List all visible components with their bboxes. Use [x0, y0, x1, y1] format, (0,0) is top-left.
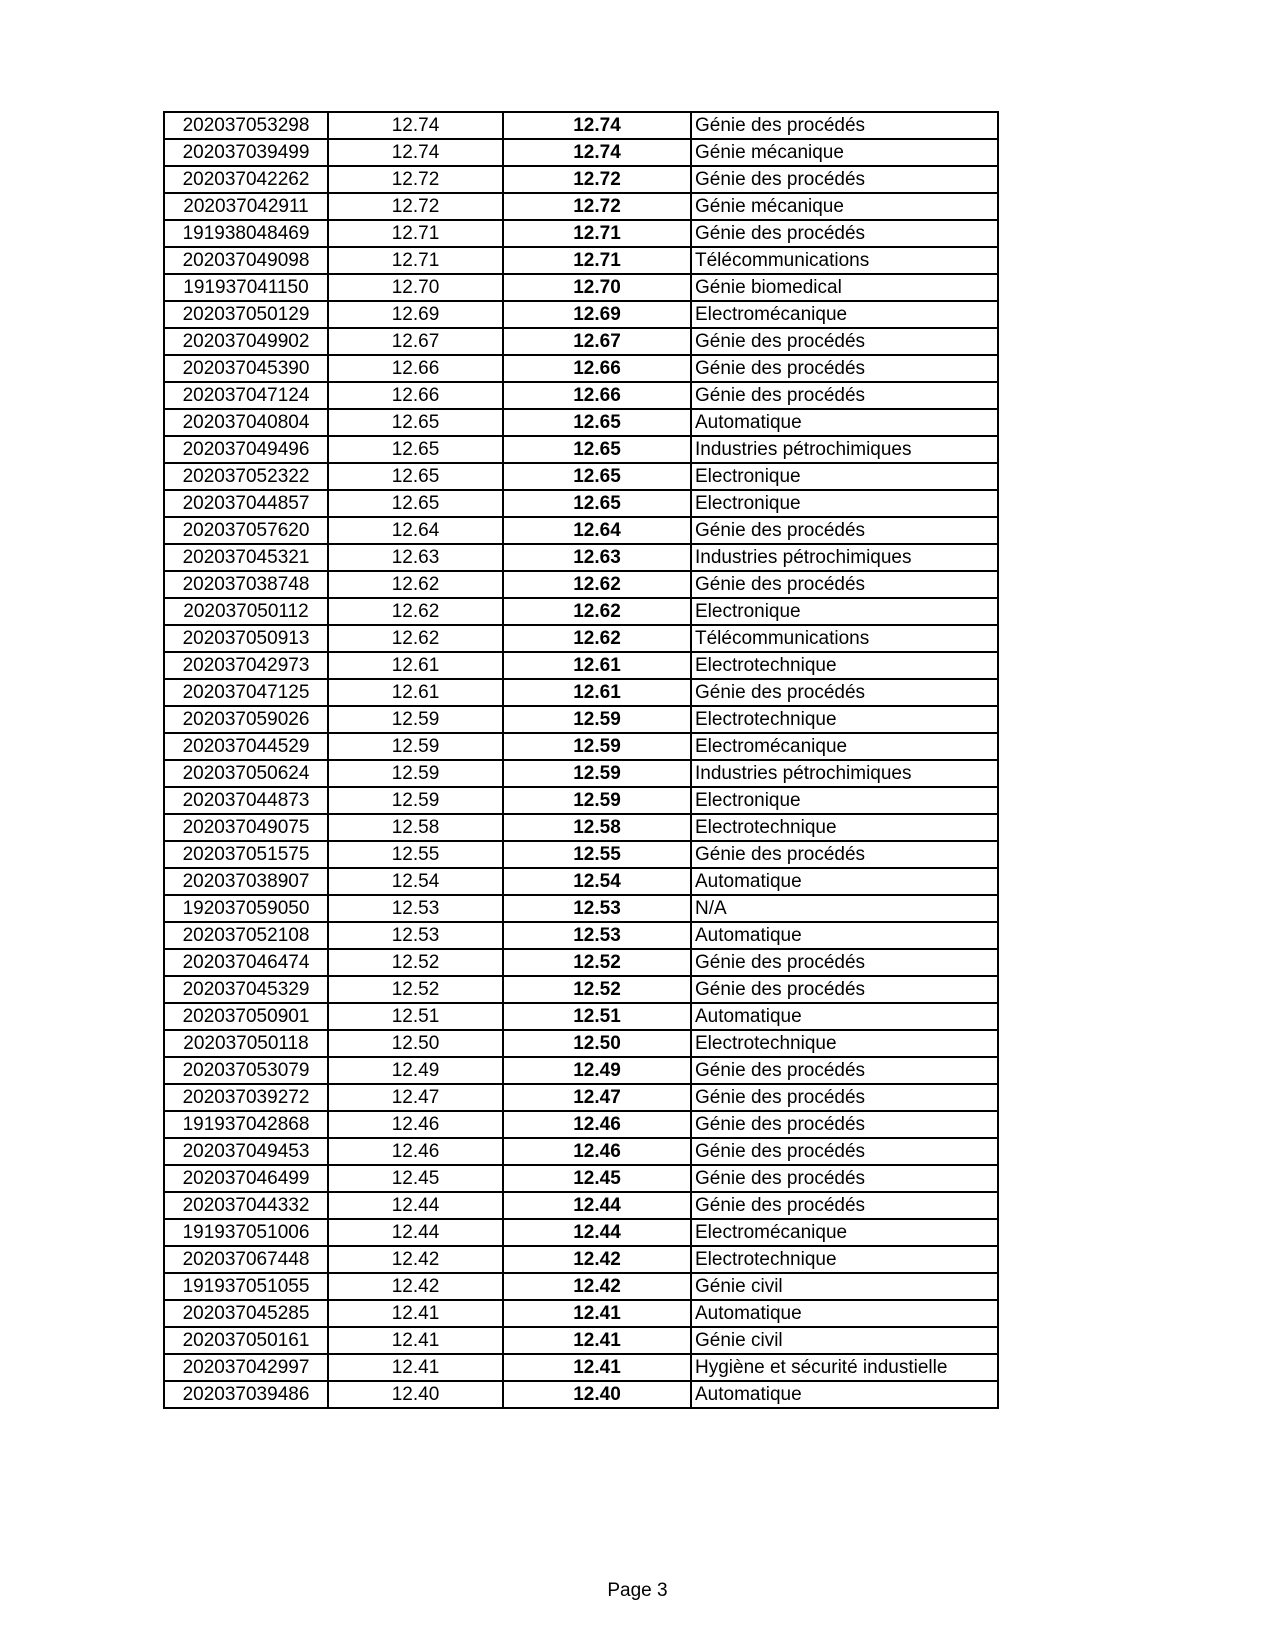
final-average-cell: 12.59 — [503, 787, 691, 814]
table-row — [164, 328, 998, 355]
student-id-cell: 191938048469 — [164, 220, 328, 247]
table-row — [164, 922, 998, 949]
average-cell: 12.64 — [328, 517, 503, 544]
student-id-cell: 202037049902 — [164, 328, 328, 355]
final-average-cell: 12.63 — [503, 544, 691, 571]
final-average-cell: 12.41 — [503, 1300, 691, 1327]
specialty-cell: Génie mécanique — [691, 139, 998, 166]
student-id-cell: 202037042911 — [164, 193, 328, 220]
student-id-cell: 191937051006 — [164, 1219, 328, 1246]
average-cell: 12.70 — [328, 274, 503, 301]
table-row — [164, 1030, 998, 1057]
table-row — [164, 1165, 998, 1192]
average-cell: 12.54 — [328, 868, 503, 895]
table-row — [164, 1003, 998, 1030]
average-cell: 12.41 — [328, 1327, 503, 1354]
specialty-cell: Génie des procédés — [691, 382, 998, 409]
average-cell: 12.55 — [328, 841, 503, 868]
average-cell: 12.53 — [328, 922, 503, 949]
final-average-cell: 12.52 — [503, 949, 691, 976]
student-id-cell: 202037052108 — [164, 922, 328, 949]
student-id-cell: 191937051055 — [164, 1273, 328, 1300]
final-average-cell: 12.62 — [503, 571, 691, 598]
table-row — [164, 1354, 998, 1381]
table-row — [164, 490, 998, 517]
average-cell: 12.63 — [328, 544, 503, 571]
specialty-cell: Génie des procédés — [691, 328, 998, 355]
average-cell: 12.65 — [328, 463, 503, 490]
average-cell: 12.74 — [328, 139, 503, 166]
average-cell: 12.74 — [328, 112, 503, 139]
table-row — [164, 787, 998, 814]
average-cell: 12.40 — [328, 1381, 503, 1408]
table-row — [164, 193, 998, 220]
average-cell: 12.66 — [328, 355, 503, 382]
table-row — [164, 841, 998, 868]
average-cell: 12.46 — [328, 1138, 503, 1165]
specialty-cell: Electronique — [691, 787, 998, 814]
specialty-cell: Industries pétrochimiques — [691, 436, 998, 463]
specialty-cell: Electrotechnique — [691, 1246, 998, 1273]
average-cell: 12.59 — [328, 706, 503, 733]
student-id-cell: 202037051575 — [164, 841, 328, 868]
page-number: Page 3 — [607, 1580, 668, 1601]
student-id-cell: 191937042868 — [164, 1111, 328, 1138]
table-row — [164, 1219, 998, 1246]
student-id-cell: 202037046474 — [164, 949, 328, 976]
average-cell: 12.69 — [328, 301, 503, 328]
table-row — [164, 976, 998, 1003]
final-average-cell: 12.52 — [503, 976, 691, 1003]
student-id-cell: 202037045285 — [164, 1300, 328, 1327]
specialty-cell: Génie des procédés — [691, 112, 998, 139]
specialty-cell: N/A — [691, 895, 998, 922]
average-cell: 12.41 — [328, 1354, 503, 1381]
specialty-cell: Electromécanique — [691, 733, 998, 760]
specialty-cell: Electromécanique — [691, 301, 998, 328]
final-average-cell: 12.46 — [503, 1138, 691, 1165]
final-average-cell: 12.61 — [503, 652, 691, 679]
table-row — [164, 409, 998, 436]
final-average-cell: 12.53 — [503, 922, 691, 949]
specialty-cell: Electrotechnique — [691, 814, 998, 841]
table-row — [164, 1300, 998, 1327]
specialty-cell: Génie des procédés — [691, 976, 998, 1003]
average-cell: 12.45 — [328, 1165, 503, 1192]
student-id-cell: 202037049098 — [164, 247, 328, 274]
student-id-cell: 202037038907 — [164, 868, 328, 895]
specialty-cell: Génie des procédés — [691, 571, 998, 598]
student-id-cell: 202037042262 — [164, 166, 328, 193]
table-row — [164, 1084, 998, 1111]
student-id-cell: 202037052322 — [164, 463, 328, 490]
average-cell: 12.62 — [328, 598, 503, 625]
final-average-cell: 12.69 — [503, 301, 691, 328]
student-id-cell: 202037045390 — [164, 355, 328, 382]
specialty-cell: Génie civil — [691, 1327, 998, 1354]
average-cell: 12.65 — [328, 436, 503, 463]
table-row — [164, 1273, 998, 1300]
specialty-cell: Industries pétrochimiques — [691, 760, 998, 787]
final-average-cell: 12.66 — [503, 355, 691, 382]
final-average-cell: 12.41 — [503, 1354, 691, 1381]
final-average-cell: 12.44 — [503, 1219, 691, 1246]
final-average-cell: 12.72 — [503, 193, 691, 220]
table-row — [164, 571, 998, 598]
average-cell: 12.59 — [328, 787, 503, 814]
table-row — [164, 355, 998, 382]
final-average-cell: 12.61 — [503, 679, 691, 706]
specialty-cell: Electronique — [691, 490, 998, 517]
table-row — [164, 679, 998, 706]
specialty-cell: Génie des procédés — [691, 679, 998, 706]
specialty-cell: Génie des procédés — [691, 166, 998, 193]
table-row — [164, 220, 998, 247]
specialty-cell: Génie des procédés — [691, 1138, 998, 1165]
final-average-cell: 12.65 — [503, 436, 691, 463]
specialty-cell: Génie des procédés — [691, 1192, 998, 1219]
specialty-cell: Génie des procédés — [691, 220, 998, 247]
specialty-cell: Electronique — [691, 463, 998, 490]
student-id-cell: 202037039499 — [164, 139, 328, 166]
final-average-cell: 12.50 — [503, 1030, 691, 1057]
specialty-cell: Electromécanique — [691, 1219, 998, 1246]
specialty-cell: Electrotechnique — [691, 652, 998, 679]
student-id-cell: 192037059050 — [164, 895, 328, 922]
specialty-cell: Electrotechnique — [691, 1030, 998, 1057]
table-row — [164, 1057, 998, 1084]
average-cell: 12.62 — [328, 571, 503, 598]
final-average-cell: 12.71 — [503, 247, 691, 274]
final-average-cell: 12.65 — [503, 490, 691, 517]
student-id-cell: 202037046499 — [164, 1165, 328, 1192]
specialty-cell: Génie des procédés — [691, 1111, 998, 1138]
average-cell: 12.44 — [328, 1192, 503, 1219]
average-cell: 12.52 — [328, 976, 503, 1003]
final-average-cell: 12.58 — [503, 814, 691, 841]
specialty-cell: Génie des procédés — [691, 841, 998, 868]
student-id-cell: 202037047125 — [164, 679, 328, 706]
specialty-cell: Electronique — [691, 598, 998, 625]
specialty-cell: Automatique — [691, 922, 998, 949]
specialty-cell: Génie des procédés — [691, 1165, 998, 1192]
average-cell: 12.52 — [328, 949, 503, 976]
final-average-cell: 12.65 — [503, 409, 691, 436]
student-id-cell: 202037039272 — [164, 1084, 328, 1111]
table-row — [164, 652, 998, 679]
average-cell: 12.51 — [328, 1003, 503, 1030]
final-average-cell: 12.47 — [503, 1084, 691, 1111]
average-cell: 12.42 — [328, 1273, 503, 1300]
table-row — [164, 868, 998, 895]
student-id-cell: 202037042997 — [164, 1354, 328, 1381]
average-cell: 12.59 — [328, 760, 503, 787]
table-row — [164, 733, 998, 760]
student-id-cell: 202037038748 — [164, 571, 328, 598]
student-id-cell: 202037050129 — [164, 301, 328, 328]
table-row — [164, 1138, 998, 1165]
specialty-cell: Génie des procédés — [691, 949, 998, 976]
final-average-cell: 12.59 — [503, 733, 691, 760]
average-cell: 12.71 — [328, 220, 503, 247]
ranking-table-body — [164, 112, 998, 1408]
student-id-cell: 202037039486 — [164, 1381, 328, 1408]
final-average-cell: 12.44 — [503, 1192, 691, 1219]
student-id-cell: 202037059026 — [164, 706, 328, 733]
final-average-cell: 12.71 — [503, 220, 691, 247]
table-row — [164, 814, 998, 841]
final-average-cell: 12.62 — [503, 625, 691, 652]
table-row — [164, 544, 998, 571]
final-average-cell: 12.74 — [503, 139, 691, 166]
table-row — [164, 274, 998, 301]
student-id-cell: 202037053298 — [164, 112, 328, 139]
final-average-cell: 12.62 — [503, 598, 691, 625]
specialty-cell: Electrotechnique — [691, 706, 998, 733]
final-average-cell: 12.59 — [503, 760, 691, 787]
specialty-cell: Hygiène et sécurité industielle — [691, 1354, 998, 1381]
specialty-cell: Télécommunications — [691, 247, 998, 274]
specialty-cell: Automatique — [691, 1003, 998, 1030]
average-cell: 12.72 — [328, 193, 503, 220]
final-average-cell: 12.49 — [503, 1057, 691, 1084]
ranking-table — [163, 111, 999, 1409]
average-cell: 12.61 — [328, 652, 503, 679]
student-id-cell: 202037049496 — [164, 436, 328, 463]
table-row — [164, 895, 998, 922]
average-cell: 12.66 — [328, 382, 503, 409]
student-id-cell: 202037050624 — [164, 760, 328, 787]
final-average-cell: 12.42 — [503, 1273, 691, 1300]
student-id-cell: 202037044873 — [164, 787, 328, 814]
specialty-cell: Génie des procédés — [691, 1084, 998, 1111]
specialty-cell: Génie civil — [691, 1273, 998, 1300]
table-row — [164, 463, 998, 490]
table-row — [164, 706, 998, 733]
student-id-cell: 202037050112 — [164, 598, 328, 625]
table-row — [164, 1246, 998, 1273]
final-average-cell: 12.46 — [503, 1111, 691, 1138]
specialty-cell: Télécommunications — [691, 625, 998, 652]
student-id-cell: 202037057620 — [164, 517, 328, 544]
student-id-cell: 202037049453 — [164, 1138, 328, 1165]
average-cell: 12.50 — [328, 1030, 503, 1057]
student-id-cell: 202037044332 — [164, 1192, 328, 1219]
final-average-cell: 12.51 — [503, 1003, 691, 1030]
student-id-cell: 202037042973 — [164, 652, 328, 679]
final-average-cell: 12.54 — [503, 868, 691, 895]
average-cell: 12.67 — [328, 328, 503, 355]
final-average-cell: 12.42 — [503, 1246, 691, 1273]
final-average-cell: 12.45 — [503, 1165, 691, 1192]
specialty-cell: Génie des procédés — [691, 355, 998, 382]
average-cell: 12.61 — [328, 679, 503, 706]
final-average-cell: 12.67 — [503, 328, 691, 355]
average-cell: 12.42 — [328, 1246, 503, 1273]
final-average-cell: 12.72 — [503, 166, 691, 193]
table-row — [164, 1111, 998, 1138]
table-row — [164, 166, 998, 193]
specialty-cell: Génie des procédés — [691, 517, 998, 544]
student-id-cell: 202037053079 — [164, 1057, 328, 1084]
average-cell: 12.53 — [328, 895, 503, 922]
specialty-cell: Industries pétrochimiques — [691, 544, 998, 571]
table-row — [164, 598, 998, 625]
student-id-cell: 202037050118 — [164, 1030, 328, 1057]
student-id-cell: 202037050161 — [164, 1327, 328, 1354]
student-id-cell: 202037044529 — [164, 733, 328, 760]
average-cell: 12.47 — [328, 1084, 503, 1111]
student-id-cell: 202037067448 — [164, 1246, 328, 1273]
table-row — [164, 949, 998, 976]
final-average-cell: 12.70 — [503, 274, 691, 301]
table-row — [164, 112, 998, 139]
specialty-cell: Génie des procédés — [691, 1057, 998, 1084]
table-row — [164, 1192, 998, 1219]
final-average-cell: 12.41 — [503, 1327, 691, 1354]
table-row — [164, 382, 998, 409]
final-average-cell: 12.55 — [503, 841, 691, 868]
final-average-cell: 12.74 — [503, 112, 691, 139]
student-id-cell: 202037047124 — [164, 382, 328, 409]
average-cell: 12.49 — [328, 1057, 503, 1084]
average-cell: 12.44 — [328, 1219, 503, 1246]
table-row — [164, 301, 998, 328]
specialty-cell: Génie mécanique — [691, 193, 998, 220]
table-row — [164, 139, 998, 166]
average-cell: 12.41 — [328, 1300, 503, 1327]
final-average-cell: 12.66 — [503, 382, 691, 409]
student-id-cell: 202037050901 — [164, 1003, 328, 1030]
specialty-cell: Automatique — [691, 1381, 998, 1408]
student-id-cell: 202037050913 — [164, 625, 328, 652]
specialty-cell: Génie biomedical — [691, 274, 998, 301]
specialty-cell: Automatique — [691, 1300, 998, 1327]
final-average-cell: 12.40 — [503, 1381, 691, 1408]
specialty-cell: Automatique — [691, 409, 998, 436]
final-average-cell: 12.64 — [503, 517, 691, 544]
average-cell: 12.71 — [328, 247, 503, 274]
average-cell: 12.65 — [328, 490, 503, 517]
average-cell: 12.62 — [328, 625, 503, 652]
table-row — [164, 760, 998, 787]
final-average-cell: 12.53 — [503, 895, 691, 922]
table-row — [164, 436, 998, 463]
table-row — [164, 517, 998, 544]
average-cell: 12.58 — [328, 814, 503, 841]
table-row — [164, 247, 998, 274]
student-id-cell: 202037045329 — [164, 976, 328, 1003]
student-id-cell: 202037045321 — [164, 544, 328, 571]
student-id-cell: 191937041150 — [164, 274, 328, 301]
student-id-cell: 202037044857 — [164, 490, 328, 517]
final-average-cell: 12.65 — [503, 463, 691, 490]
table-row — [164, 1327, 998, 1354]
table-row — [164, 1381, 998, 1408]
table-row — [164, 625, 998, 652]
average-cell: 12.46 — [328, 1111, 503, 1138]
average-cell: 12.65 — [328, 409, 503, 436]
average-cell: 12.72 — [328, 166, 503, 193]
student-id-cell: 202037040804 — [164, 409, 328, 436]
specialty-cell: Automatique — [691, 868, 998, 895]
average-cell: 12.59 — [328, 733, 503, 760]
final-average-cell: 12.59 — [503, 706, 691, 733]
student-id-cell: 202037049075 — [164, 814, 328, 841]
